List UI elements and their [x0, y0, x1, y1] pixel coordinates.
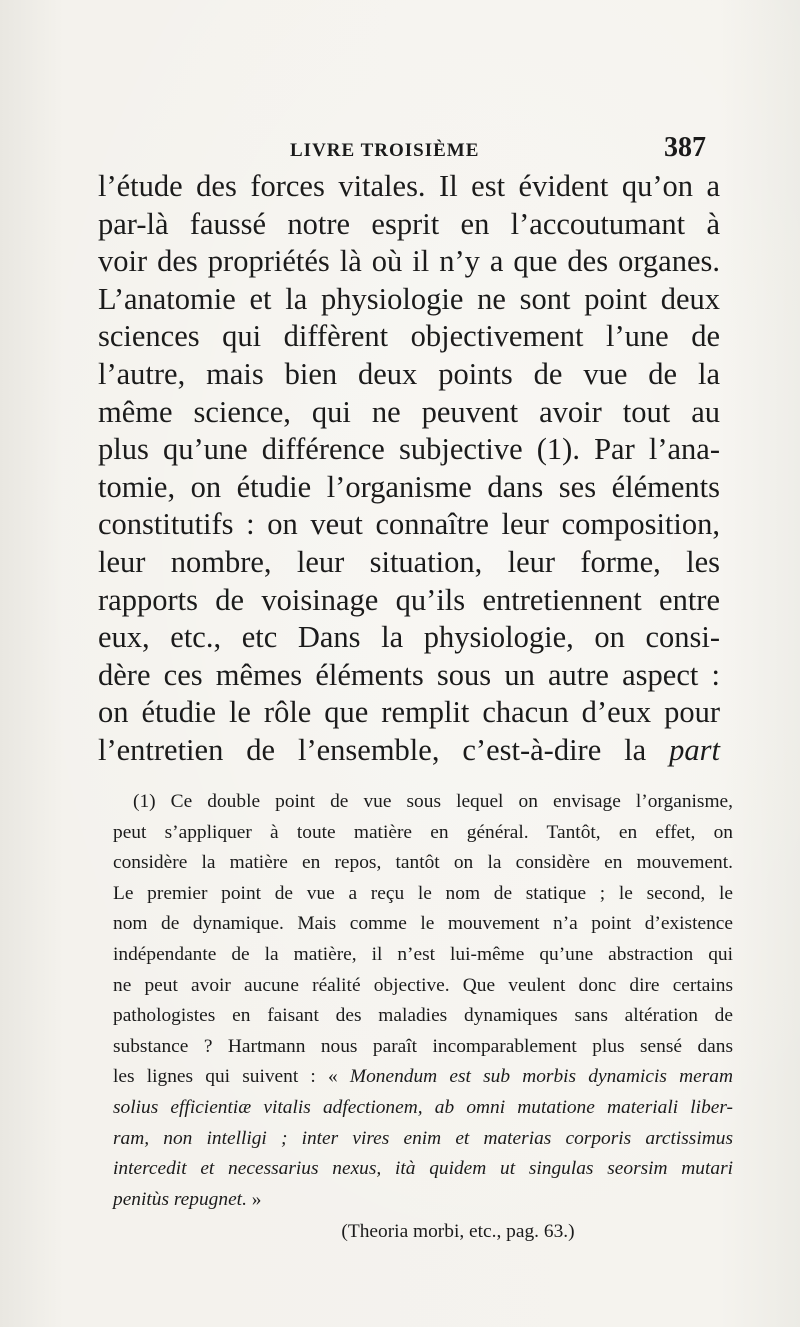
footnote-line: indépendante de la matière, il n’est lui-même qu’une abstraction qui [113, 943, 733, 965]
footnote-line: pathologistes en faisant des maladies dynamiques sans altération de [113, 1005, 733, 1027]
footnote-line: ne peut avoir aucune réalité objective. Que veulent donc dire certains [113, 974, 733, 996]
footnote-latin-line: intercedit et necessarius nexus, ità quidem ut singulas seorsim mutari [113, 1158, 733, 1180]
footnote-line: nom de dynamique. Mais comme le mouvement n’a point d’existence [113, 913, 733, 935]
footnote-closing-italic: penitùs repugnet. [113, 1188, 247, 1210]
body-line: sciences qui diffèrent objectivement l’une de [98, 319, 720, 354]
body-line: l’autre, mais bien deux points de vue de la [98, 356, 720, 391]
body-line-last-text: l’entretien de l’ensemble, c’est-à-dire la [98, 732, 647, 767]
body-line: par-là faussé notre esprit en l’accoutumant à [98, 206, 720, 241]
body-line: même science, qui ne peuvent avoir tout au [98, 394, 720, 429]
body-line: eux, etc., etc Dans la physiologie, on consi- [98, 620, 720, 655]
footnote-reference: (Theoria morbi, etc., pag. 63.) [341, 1221, 575, 1243]
footnote-line: considère la matière en repos, tantôt on la considère en mouvement. [113, 852, 733, 874]
body-line: on étudie le rôle que remplit chacun d’eux pour [98, 695, 720, 730]
page-number: 387 [664, 132, 706, 163]
body-line: L’anatomie et la physiologie ne sont point deux [98, 281, 720, 316]
body-line-last-italic: part [669, 732, 720, 767]
body-line: leur nombre, leur situation, leur forme, les [98, 544, 720, 579]
footnote-line-mixed [113, 1062, 733, 1093]
body-line: constitutifs : on veut connaître leur composition, [98, 507, 720, 542]
footnote-mixed-italic: Monendum est sub morbis dynamicis meram [349, 1066, 733, 1088]
footnote-line: peut s’appliquer à toute matière en général. Tantôt, en effet, on [113, 821, 733, 843]
footnote-line: Le premier point de vue a reçu le nom de statique ; le second, le [113, 882, 733, 904]
footnote-line: (1) Ce double point de vue sous lequel on envisage l’organisme, [133, 791, 733, 812]
body-line: plus qu’une différence subjective (1). Par l’ana- [98, 432, 720, 467]
body-line: tomie, on étudie l’organisme dans ses éléments [98, 469, 720, 504]
footnote [113, 787, 733, 1248]
footnote-latin-line: ram, non intelligi ; inter vires enim et materias corporis arctissimus [113, 1127, 733, 1149]
body-line-last [98, 732, 720, 770]
footnote-line: substance ? Hartmann nous paraît incomparablement plus sensé dans [113, 1035, 733, 1057]
page-header [108, 132, 708, 166]
running-head: LIVRE TROISIÈME [290, 140, 480, 161]
body-line: dère ces mêmes éléments sous un autre aspect : [98, 657, 720, 692]
footnote-closing-line [113, 1185, 733, 1216]
body-paragraph [98, 168, 720, 770]
footnote-closing-mark: » [251, 1188, 262, 1210]
footnote-mixed-text: les lignes qui suivent : « [113, 1066, 338, 1088]
footnote-latin-line: solius efficientiæ vitalis adfectionem, ab omni mutatione materiali liber- [113, 1096, 733, 1118]
body-line: l’étude des forces vitales. Il est évident qu’on a [98, 169, 720, 203]
body-line: rapports de voisinage qu’ils entretiennent entre [98, 582, 720, 617]
body-line: voir des propriétés là où il n’y a que des organes. [98, 244, 720, 279]
